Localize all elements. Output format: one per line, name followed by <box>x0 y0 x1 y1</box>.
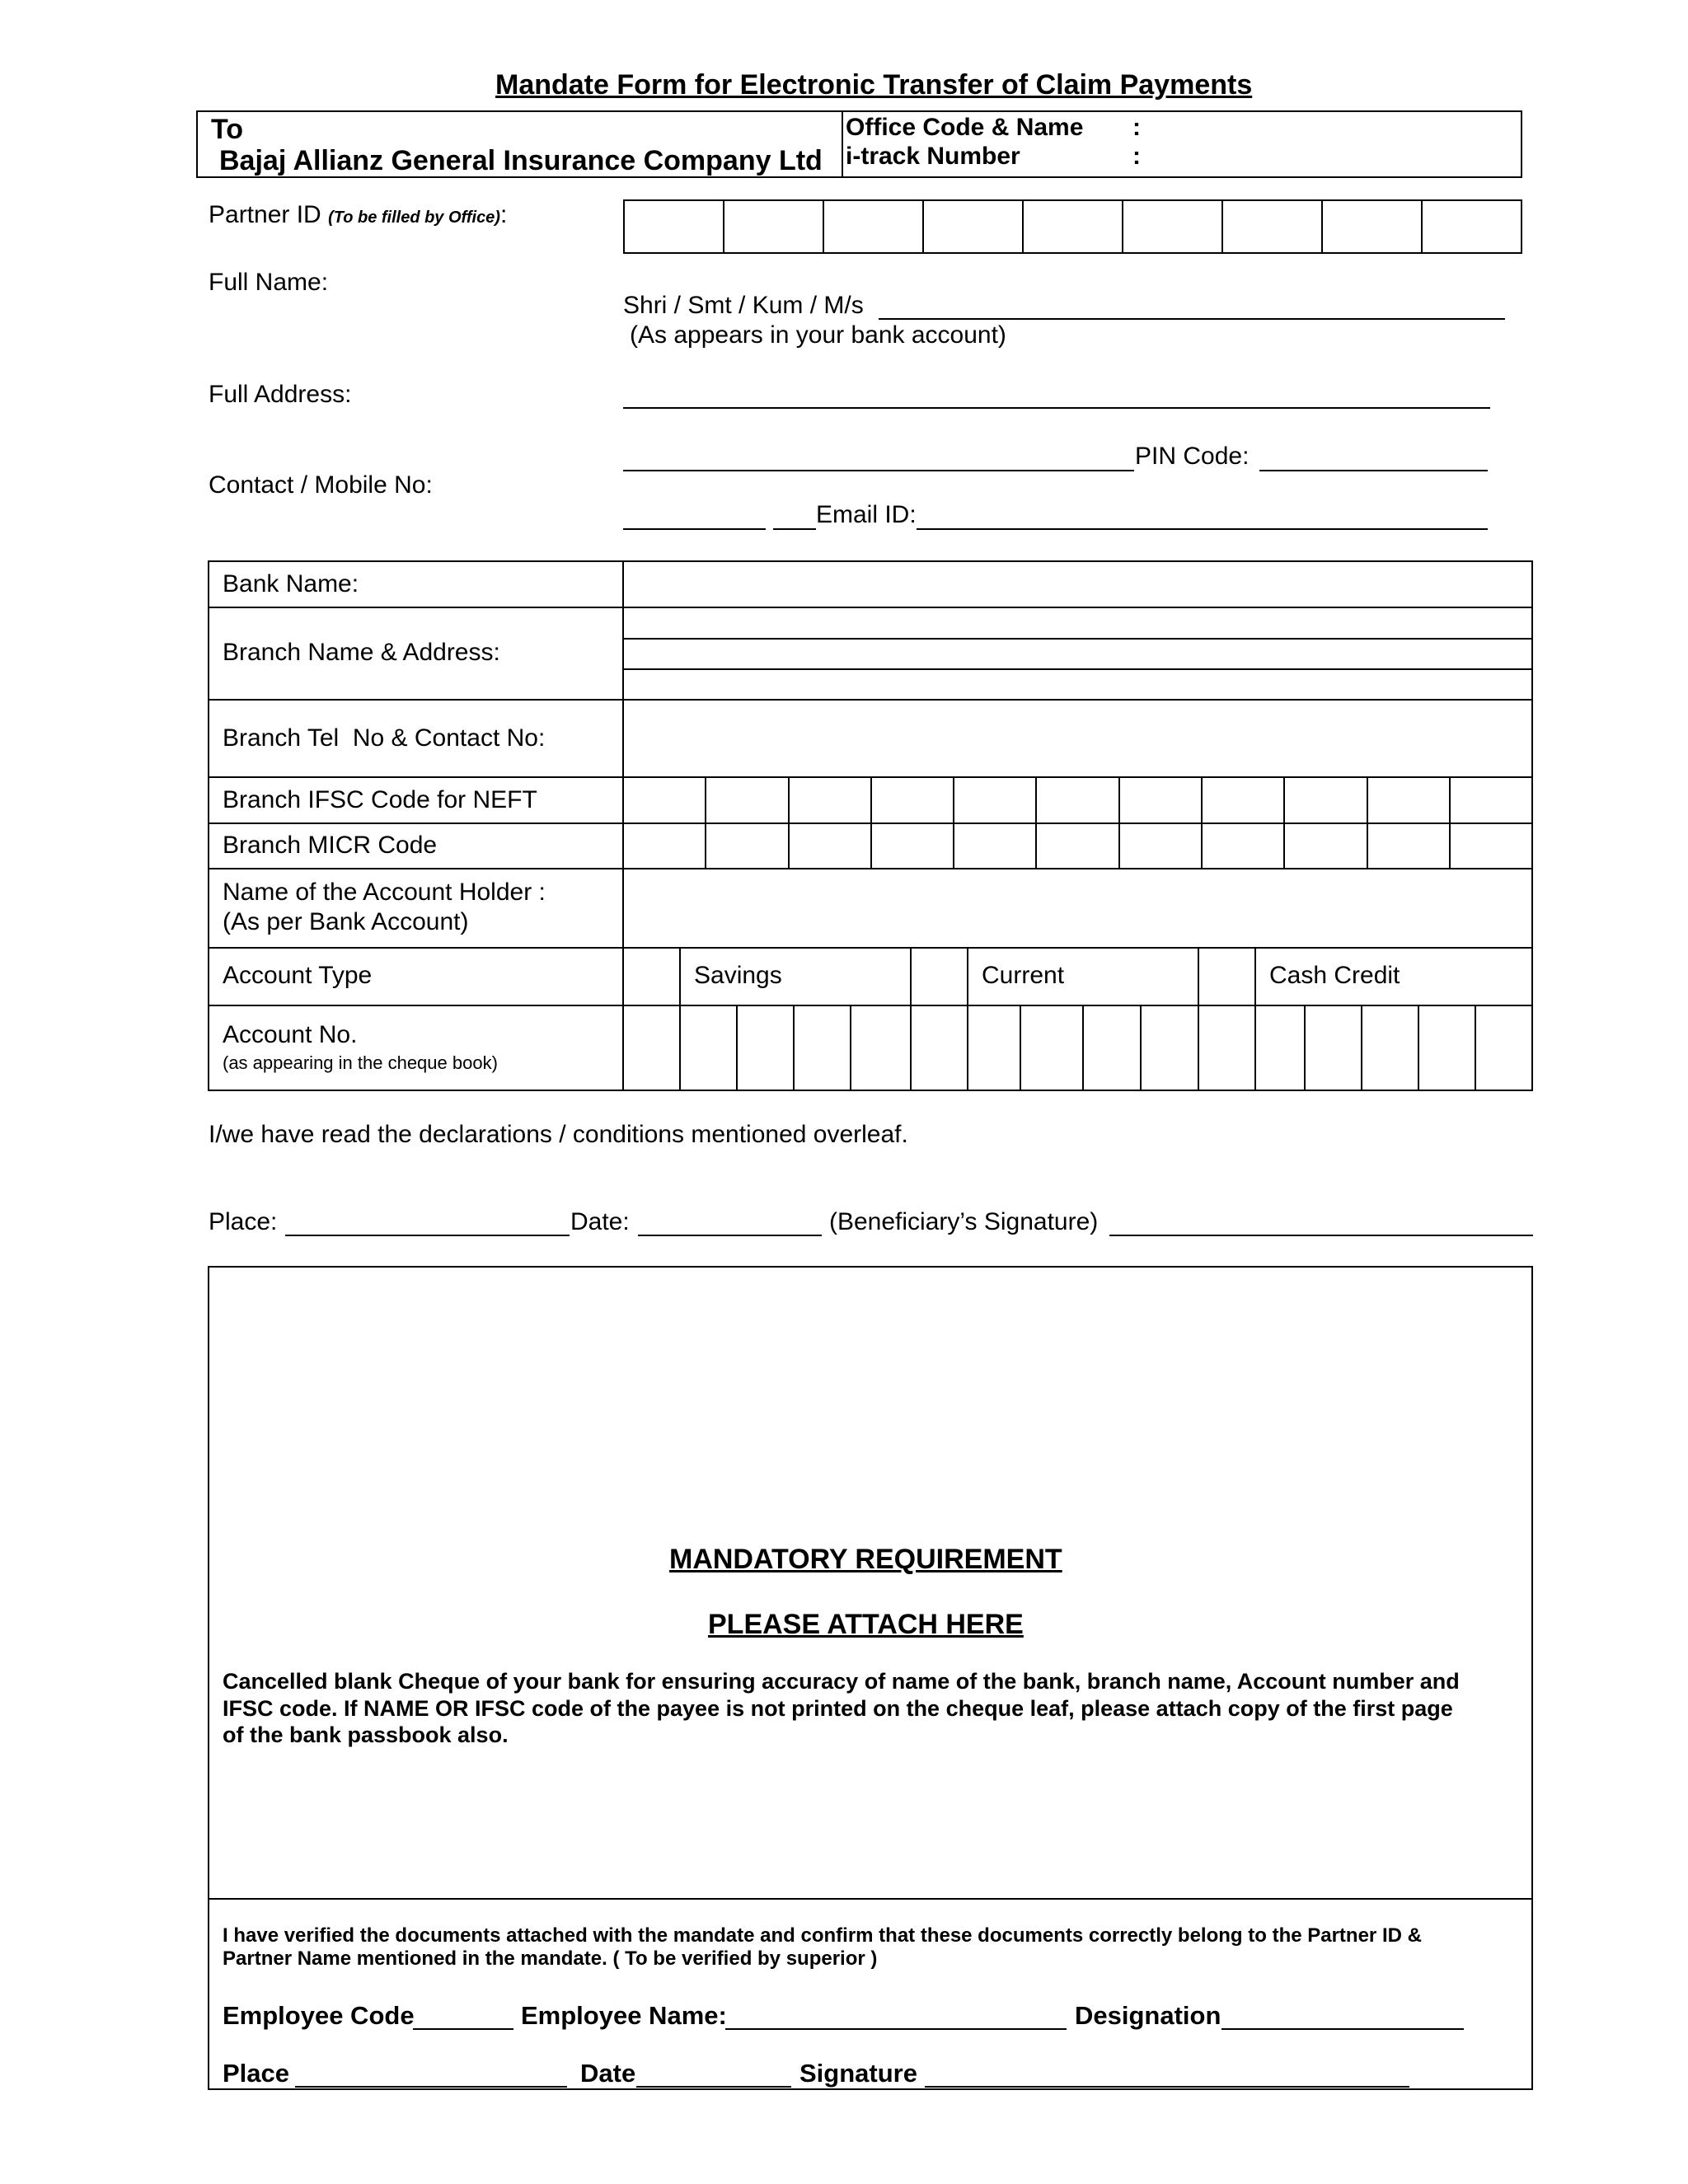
ifsc-cell-divider <box>1449 776 1451 868</box>
account-no-cell-divider <box>1082 1005 1084 1091</box>
account-no-cell-divider <box>679 1005 681 1091</box>
partner-id-colon: : <box>499 201 508 228</box>
full-name-label: Full Name: <box>209 269 329 296</box>
ifsc-cell-divider <box>870 776 872 868</box>
row-line <box>208 607 1533 608</box>
account-no-cell-divider <box>1254 1005 1256 1091</box>
verify-place-label: Place <box>223 2059 290 2088</box>
to-label: To <box>211 114 244 145</box>
attach-heading: PLEASE ATTACH HERE <box>708 1609 1024 1640</box>
header-divider <box>842 110 843 178</box>
account-no-label: Account No. <box>223 1021 358 1048</box>
account-no-cell-divider <box>1475 1005 1476 1091</box>
account-no-cell-divider <box>1361 1005 1362 1091</box>
branch-tel-label: Branch Tel No & Contact No: <box>223 724 546 752</box>
ifsc-cell-divider <box>953 776 954 868</box>
company-name: Bajaj Allianz General Insurance Company Ltd <box>219 145 823 176</box>
email-label: Email ID: <box>816 501 917 528</box>
itrack-input[interactable] <box>1147 143 1510 171</box>
address-line-2[interactable] <box>623 470 1134 471</box>
partner-id-cell-divider <box>1221 199 1223 254</box>
address-line-1[interactable] <box>623 407 1490 409</box>
account-no-cell-divider <box>1418 1005 1419 1091</box>
current-label: Current <box>982 962 1065 989</box>
verify-text-line1: I have verified the documents attached with the mandate and confirm that these documents correctly belong to the Partner ID & <box>223 1924 1422 1947</box>
ifsc-cell-divider <box>1367 776 1368 868</box>
verify-signature-field[interactable] <box>925 2086 1409 2088</box>
branch-address-label: Branch Name & Address: <box>223 639 500 666</box>
verify-signature-label: Signature <box>799 2059 917 2088</box>
partner-id-cell-divider <box>723 199 724 254</box>
account-no-cell-divider <box>1020 1005 1021 1091</box>
itrack-field[interactable] <box>1147 143 1510 171</box>
micr-label: Branch MICR Code <box>223 832 438 859</box>
verify-text-line2: Partner Name mentioned in the mandate. ( To be verified by superior ) <box>223 1947 878 1970</box>
account-holder-label: Name of the Account Holder : <box>223 879 546 906</box>
partner-id-cell-divider <box>922 199 924 254</box>
beneficiary-signature-label: (Beneficiary’s Signature) <box>829 1208 1099 1235</box>
partner-id-cell-divider <box>823 199 824 254</box>
account-no-cell-divider <box>910 1005 912 1091</box>
account-no-cell-divider <box>1140 1005 1142 1091</box>
full-name-field[interactable] <box>879 318 1505 320</box>
account-no-cell-divider <box>736 1005 738 1091</box>
savings-checkbox[interactable] <box>624 949 678 1004</box>
row-line <box>208 868 1533 869</box>
ifsc-cell-divider <box>1201 776 1203 868</box>
attachment-divider <box>208 1898 1533 1900</box>
ifsc-cell-divider <box>1118 776 1120 868</box>
partner-id-label-text: Partner ID <box>209 201 329 228</box>
cash-credit-checkbox[interactable] <box>1199 949 1254 1004</box>
contact-label: Contact / Mobile No: <box>209 471 433 499</box>
date-label: Date: <box>570 1208 630 1235</box>
office-code-input[interactable] <box>1147 114 1510 142</box>
row-line <box>208 1005 1533 1006</box>
email-field[interactable] <box>917 528 1488 530</box>
ifsc-cell-divider <box>705 776 706 868</box>
row-line <box>622 668 1533 670</box>
verify-date-label: Date <box>580 2059 636 2088</box>
account-no-cell-divider <box>967 1005 968 1091</box>
ifsc-cell-divider <box>1283 776 1285 868</box>
partner-id-cell-divider <box>1321 199 1323 254</box>
account-type-divider <box>1254 947 1256 1005</box>
ifsc-label: Branch IFSC Code for NEFT <box>223 786 537 813</box>
cash-credit-label: Cash Credit <box>1269 962 1400 989</box>
account-no-cell-divider <box>1198 1005 1199 1091</box>
savings-label: Savings <box>694 962 782 989</box>
employee-code-field[interactable] <box>413 2028 513 2030</box>
place-field[interactable] <box>285 1235 570 1236</box>
date-field[interactable] <box>638 1235 822 1236</box>
employee-name-field[interactable] <box>725 2028 1067 2030</box>
itrack-colon: : <box>1132 143 1141 170</box>
place-label: Place: <box>209 1208 278 1235</box>
bank-name-field[interactable] <box>628 569 1526 602</box>
partner-id-cell-divider <box>1122 199 1123 254</box>
full-name-note: (As appears in your bank account) <box>630 321 1006 349</box>
account-type-divider <box>679 947 681 1005</box>
office-code-field[interactable] <box>1147 114 1510 142</box>
attach-instructions-line3: of the bank passbook also. <box>223 1722 509 1747</box>
account-no-cell-divider <box>850 1005 851 1091</box>
verify-date-field[interactable] <box>636 2086 791 2088</box>
attach-instructions-line2: IFSC code. If NAME OR IFSC code of the payee is not printed on the cheque leaf, please attach copy of the first page <box>223 1696 1453 1721</box>
account-no-cell-divider <box>1304 1005 1306 1091</box>
current-checkbox[interactable] <box>912 949 966 1004</box>
bank-name-label: Bank Name: <box>223 570 359 598</box>
cheque-attach-area[interactable] <box>211 1269 1530 1533</box>
employee-code-label: Employee Code <box>223 2001 415 2030</box>
full-name-prefix: Shri / Smt / Kum / M/s <box>623 292 864 319</box>
itrack-label: i-track Number <box>846 143 1020 170</box>
partner-id-label <box>209 203 507 227</box>
partner-id-cell-divider <box>1421 199 1423 254</box>
row-line <box>208 699 1533 701</box>
row-line <box>208 947 1533 949</box>
pin-code-label: PIN Code: <box>1135 443 1250 470</box>
designation-field[interactable] <box>1221 2028 1464 2030</box>
office-code-label: Office Code & Name <box>846 114 1084 141</box>
partner-id-cell-divider <box>1022 199 1024 254</box>
contact-number-field[interactable] <box>773 528 816 530</box>
office-code-colon: : <box>1132 114 1141 141</box>
bank-name-input[interactable] <box>628 569 1526 602</box>
partner-id-note: (To be filled by Office) <box>328 209 500 227</box>
attach-instructions-line1: Cancelled blank Cheque of your bank for ensuring accuracy of name of the bank, branch name, Account number and <box>223 1669 1460 1694</box>
pin-code-field[interactable] <box>1259 470 1488 471</box>
bank-table-divider <box>622 560 624 1091</box>
partner-id-boxes <box>623 199 1522 254</box>
account-type-label: Account Type <box>223 962 373 989</box>
designation-label: Designation <box>1075 2001 1221 2030</box>
verify-place-field[interactable] <box>295 2086 567 2088</box>
ifsc-cell-divider <box>788 776 790 868</box>
contact-code-field[interactable] <box>623 528 766 530</box>
account-holder-note: (As per Bank Account) <box>223 908 469 935</box>
mandatory-heading: MANDATORY REQUIREMENT <box>669 1544 1062 1575</box>
employee-name-label: Employee Name: <box>521 2001 727 2030</box>
form-title: Mandate Form for Electronic Transfer of Claim Payments <box>495 69 1253 101</box>
full-address-label: Full Address: <box>209 381 352 408</box>
declaration-text: I/we have read the declarations / conditions mentioned overleaf. <box>209 1121 908 1148</box>
row-line <box>622 638 1533 640</box>
ifsc-cell-divider <box>1035 776 1037 868</box>
account-no-note: (as appearing in the cheque book) <box>223 1052 498 1073</box>
account-no-cell-divider <box>793 1005 795 1091</box>
account-type-divider <box>967 947 968 1005</box>
beneficiary-signature-field[interactable] <box>1109 1235 1533 1236</box>
